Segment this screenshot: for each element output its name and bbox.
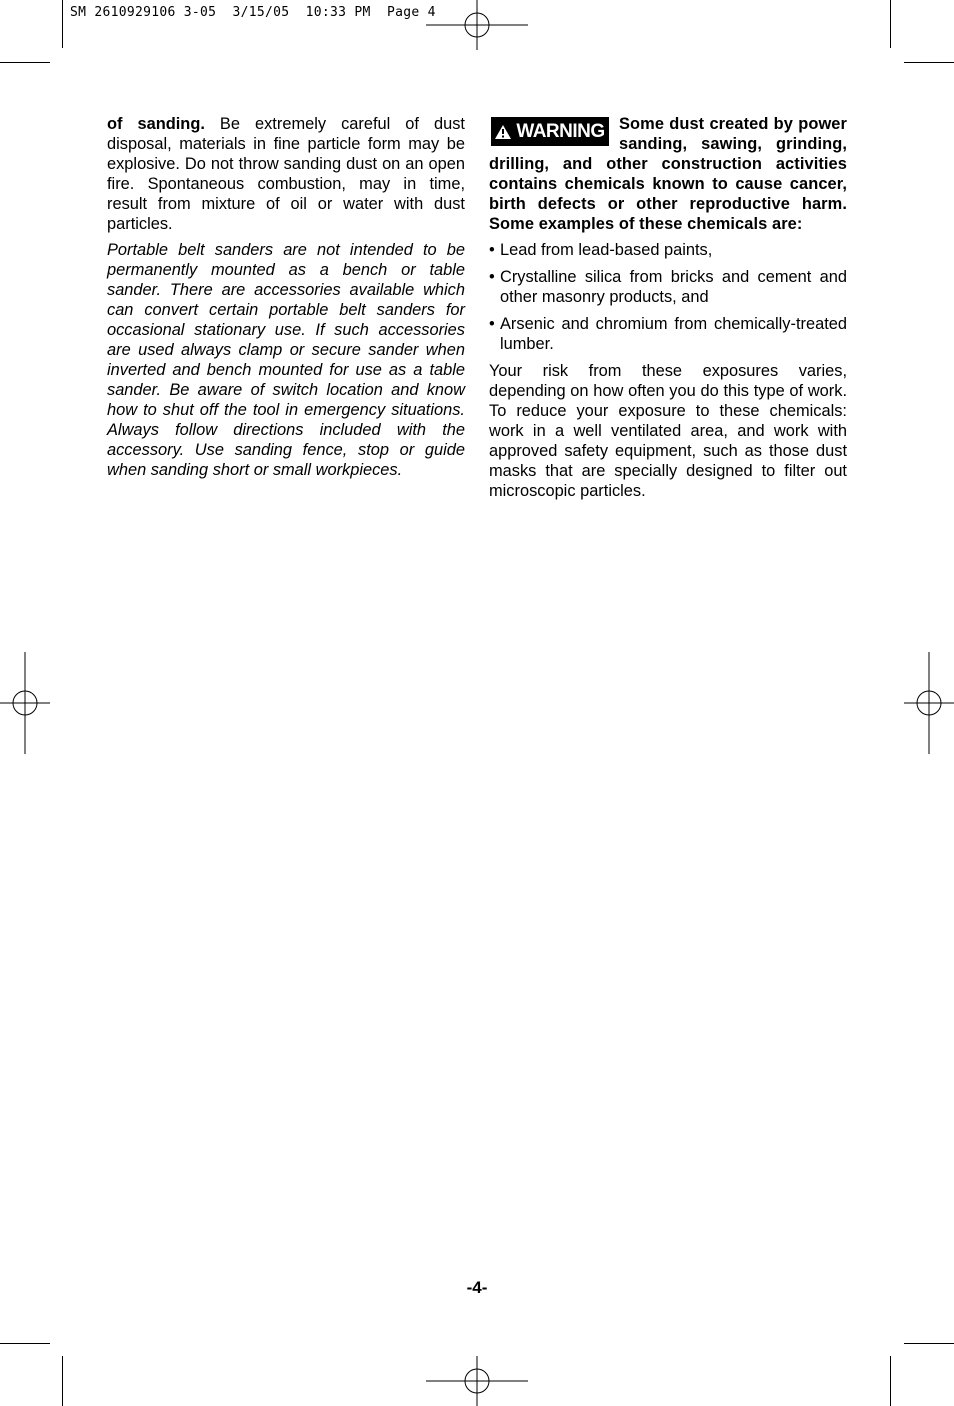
crop-mark [62,1356,63,1406]
list-item [489,314,847,354]
bench-mount-paragraph: Portable belt sanders are not intended to be permanently mounted as a bench or table sander. There are accessories available which can convert certain portable belt sanders for occasional stationary use. If such accessories are used always clamp or secure sander when inverted and bench mounted for use as a table sander. Be aware of switch location and know how to shut off the tool in emergency situations. Always follow directions included with the accessory. Use sanding fence, stop or guide when sanding short or small workpieces. [107,241,465,479]
bullet: • [489,268,495,286]
bullet: • [489,241,495,259]
warning-text: Some dust created by power sanding, sawing, grinding, drilling, and other construction activities contains chemicals known to cause cancer, birth defects or other reproductive harm. Some examples of these chemicals are: [489,115,847,233]
list-item-text: Arsenic and chromium from chemically-treated lumber. [500,315,847,353]
warning-badge [491,117,609,146]
crop-mark [904,62,954,63]
registration-mark-left [0,652,50,754]
warning-block [489,114,847,234]
crop-mark [904,1343,954,1344]
bullet: • [489,315,495,333]
warning-triangle-icon [495,125,511,139]
lead-in-bold: of sanding. [107,115,205,133]
crop-mark [62,0,63,48]
list-item-text: Crystalline silica from bricks and cement and other masonry products, and [500,268,847,306]
chemical-list [489,240,847,354]
left-column [107,114,465,480]
risk-paragraph: Your risk from these exposures varies, depending on how often you do this type of work. To reduce your exposure to these chemicals: work in a well ventilated area, and work with approved safety equipment, such as those dust masks that are specially designed to filter out microscopic particles. [489,362,847,500]
registration-mark-top [426,0,528,50]
paragraph-text: Be extremely careful of dust disposal, materials in fine particle form may be explosive. Do not throw sanding dust on an open fire. Spontaneous combustion, may in time, result from mixture of oil or water with dust particles. [107,115,465,233]
crop-mark [890,0,891,48]
crop-mark [0,62,50,63]
right-column [489,114,847,501]
page-number: -4- [466,1278,488,1297]
list-item [489,240,847,260]
warning-label: WARNING [516,120,605,142]
registration-mark-right [904,652,954,754]
list-item [489,267,847,307]
dust-disposal-paragraph [107,114,465,234]
registration-mark-bottom [426,1356,528,1406]
printer-slug: SM 2610929106 3-05 3/15/05 10:33 PM Page 4 [70,5,436,20]
list-item-text: Lead from lead-based paints, [500,241,713,259]
crop-mark [890,1356,891,1406]
crop-mark [0,1343,50,1344]
